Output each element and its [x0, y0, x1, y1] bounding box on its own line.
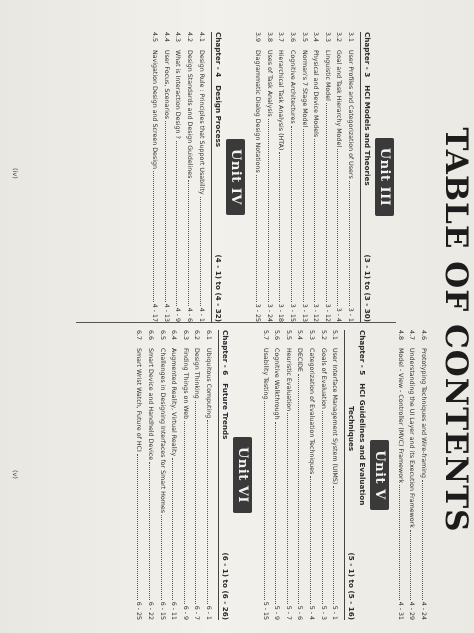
toc-entry [146, 330, 158, 620]
toc-entry [345, 32, 357, 322]
entry-number: 4.5 [151, 32, 159, 43]
entry-page: 4 - 9 [174, 307, 182, 322]
toc-entry [407, 330, 419, 620]
chapter-label: Chapter - 4 [213, 32, 223, 78]
toc-entry [318, 330, 330, 620]
entry-text: Smart Device and Handheld Device [147, 348, 155, 461]
entry-page: 6 - 7 [193, 605, 201, 620]
entry-text: Goals of Evaluation [319, 348, 327, 409]
dot-leader [310, 476, 318, 603]
toc-entry [184, 32, 196, 322]
dot-leader [264, 401, 272, 599]
chapter-label: Chapter - 5 [358, 330, 368, 376]
entry-page: 4 - 24 [420, 601, 427, 620]
unit-label: Unit IV [226, 139, 245, 215]
entry-page: 3 - 24 [265, 303, 273, 322]
entry-list [260, 330, 341, 620]
entry-page: 4 - 1 [197, 307, 205, 322]
dot-leader [149, 462, 157, 600]
entry-text: Understanding the UI Layer and its Execution Framework [408, 348, 416, 528]
dot-leader [303, 129, 311, 302]
entry-text: User Focus, Scenarios [162, 50, 170, 119]
toc-entry [260, 330, 272, 620]
entry-page: 4 - 29 [408, 601, 416, 620]
chapter-range: (3 - 1) to (3 - 30) [363, 254, 372, 322]
unit-banner [370, 330, 389, 620]
entry-text: Model - View - Controller (MVC) Framework [396, 348, 404, 484]
toc-entry [196, 32, 208, 322]
entry-number: 6.1 [205, 330, 213, 341]
toc-entry [276, 32, 288, 322]
toc-entry [418, 330, 430, 620]
entry-page: 4 - 17 [151, 303, 159, 322]
entry-text: Design Standards and Design Guidelines [186, 50, 194, 179]
dot-leader [314, 139, 322, 302]
entry-number: 4.7 [408, 330, 416, 341]
entry-text: Cognitive Walkthrough [273, 348, 281, 420]
entry-number: 3.3 [323, 32, 331, 43]
entry-page: 3 - 25 [254, 303, 262, 322]
chapter-title: HCI Guidelines and Evaluation [358, 383, 368, 506]
entry-number: 6.3 [181, 330, 189, 341]
entry-number: 5.7 [261, 330, 269, 341]
entry-text: User Profiles and Categorization of Users [347, 50, 354, 179]
entry-number: 4.6 [420, 330, 427, 341]
entry-text: Linguistic Model [323, 50, 331, 101]
toc-entry [334, 32, 346, 322]
toc-entry [272, 330, 284, 620]
dot-leader [200, 197, 208, 306]
entry-page: 6 - 22 [147, 601, 155, 620]
chapter-subheading [344, 330, 356, 620]
dot-leader [256, 175, 264, 302]
unit-label: Unit III [375, 138, 394, 217]
entry-page: 4 - 13 [162, 303, 170, 322]
column-divider [76, 322, 396, 323]
chapter-range: (4 - 1) to (4 - 32) [213, 254, 223, 322]
entry-number: 4.1 [197, 32, 205, 43]
dot-leader [333, 486, 341, 603]
entry-number: 3.2 [335, 32, 343, 43]
toc-entry [299, 32, 311, 322]
toc-entry [157, 330, 169, 620]
entry-number: 3.9 [254, 32, 262, 43]
entry-page: 5 - 1 [331, 605, 339, 620]
entry-page: 4 - 31 [396, 601, 404, 620]
entry-list [253, 32, 357, 322]
entry-text: Categorization of Evaluation Techniques [308, 348, 316, 475]
chapter-heading [218, 330, 230, 620]
page-title: TABLE OF CONTENTS [438, 127, 474, 533]
toc-entry [283, 330, 295, 620]
entry-text: Uses of Task Analysis [265, 50, 273, 117]
dot-leader [349, 181, 357, 306]
chapter-heading [356, 330, 367, 620]
entry-page: 3 - 1 [347, 307, 354, 322]
toc-entry [203, 330, 215, 620]
entry-number: 3.1 [347, 32, 354, 43]
entry-page: 5 - 7 [284, 605, 292, 620]
toc-entry [306, 330, 318, 620]
dot-leader [153, 171, 161, 302]
entry-text: Heuristic Evaluation [284, 348, 292, 412]
toc-entry [180, 330, 192, 620]
entry-text: Design Rule : Principles that Support Usability [197, 50, 205, 195]
page-number: (v) [11, 470, 19, 479]
entry-page: 5 - 4 [308, 605, 316, 620]
entry-text: Navigation Design and Screen Design [151, 50, 159, 169]
entry-number: 5.6 [273, 330, 281, 341]
dot-leader [172, 458, 180, 599]
entry-text: DECIDE [296, 348, 304, 372]
entry-page: 6 - 15 [158, 601, 166, 620]
entry-list [134, 330, 215, 620]
entry-page: 5 - 3 [319, 605, 327, 620]
dot-leader [287, 413, 295, 604]
entry-number: 6.4 [170, 330, 178, 341]
chapter-title: Future Trends [221, 383, 231, 440]
left-column [150, 32, 394, 322]
entry-number: 5.4 [296, 330, 304, 341]
toc-entry [322, 32, 334, 322]
dot-leader [291, 126, 299, 302]
toc-entry [161, 32, 173, 322]
unit-banner [226, 32, 245, 322]
entry-number: 6.7 [135, 330, 143, 341]
chapter-title: Design Process [213, 85, 223, 148]
entry-page: 6 - 25 [135, 601, 143, 620]
chapter-label: Chapter - 6 [221, 330, 231, 376]
entry-number: 3.7 [277, 32, 285, 43]
entry-text: Hierarchical Task Analysis (HTA) [277, 50, 285, 151]
chapter-title: HCI Models and Theories [363, 85, 372, 186]
page-number: (iv) [11, 168, 19, 179]
chapter-subtitle: Techniques [347, 406, 357, 452]
dot-leader [399, 485, 407, 599]
entry-number: 3.5 [300, 32, 308, 43]
entry-number: 4.3 [174, 32, 182, 43]
dot-leader [322, 411, 330, 604]
entry-page: 3 - 4 [335, 307, 343, 322]
entry-number: 3.4 [312, 32, 320, 43]
entry-text: Finding Things on Web [181, 348, 189, 420]
entry-text: Design Thinking [193, 348, 201, 399]
unit-banner [233, 330, 252, 620]
entry-page: 3 - 15 [289, 303, 297, 322]
unit-label: Unit V [370, 440, 389, 509]
entry-page: 6 - 1 [205, 605, 213, 620]
dot-leader [184, 421, 192, 604]
entry-page: 3 - 12 [323, 303, 331, 322]
toc-entry [192, 330, 204, 620]
dot-leader [207, 420, 215, 603]
entry-page: 5 - 6 [296, 605, 304, 620]
dot-leader [268, 119, 276, 302]
chapter-label: Chapter - 3 [363, 32, 372, 78]
unit-banner [375, 32, 394, 322]
toc-entry [134, 330, 146, 620]
entry-text: Ubiquitous Computing [205, 348, 213, 419]
toc-entry [311, 32, 323, 322]
entry-number: 4.2 [186, 32, 194, 43]
entry-page: 3 - 18 [277, 303, 285, 322]
toc-entry [173, 32, 185, 322]
entry-page: 5 - 9 [273, 605, 281, 620]
entry-page: 6 - 9 [181, 605, 189, 620]
dot-leader [326, 103, 334, 302]
toc-entry [395, 330, 407, 620]
entry-text: Goal and Task Hierarchy Model [335, 50, 343, 148]
entry-list [150, 32, 208, 322]
entry-text: User Interface Management System (UIMS) [331, 348, 339, 485]
toc-entry [150, 32, 162, 322]
dot-leader [188, 180, 196, 305]
entry-text: Physical and Device Models [312, 50, 320, 138]
entry-page: 4 - 6 [186, 307, 194, 322]
entry-page: 3 - 12 [312, 303, 320, 322]
entry-list [395, 330, 430, 620]
entry-number: 4.8 [396, 330, 404, 341]
entry-text: Challenges in Designing Interfaces for Smart Homes [158, 348, 166, 514]
entry-number: 5.3 [308, 330, 316, 341]
chapter-heading [211, 32, 223, 322]
entry-text: Diagrammatic Dialog Design Notations [254, 50, 262, 173]
entry-text: Norman's 7 Stage Model [300, 50, 308, 128]
entry-number: 5.2 [319, 330, 327, 341]
entry-number: 5.1 [331, 330, 339, 341]
toc-entry [330, 330, 342, 620]
dot-leader [195, 401, 203, 604]
entry-number: 5.5 [284, 330, 292, 341]
unit-label: Unit VI [233, 437, 252, 513]
dot-leader [298, 374, 306, 604]
dot-leader [275, 422, 283, 604]
dot-leader [422, 480, 430, 600]
entry-page: 6 - 11 [170, 601, 178, 620]
chapter-heading [360, 32, 372, 322]
right-column [134, 330, 430, 620]
entry-text: Cognitive Architectures [289, 50, 297, 124]
dot-leader [161, 515, 169, 600]
chapter-range: (6 - 1) to (6 - 26) [221, 552, 231, 620]
entry-number: 3.6 [289, 32, 297, 43]
dot-leader [165, 121, 173, 302]
toc-entry [295, 330, 307, 620]
entry-number: 4.4 [162, 32, 170, 43]
dot-leader [279, 152, 287, 301]
toc-entry [287, 32, 299, 322]
dot-leader [176, 141, 184, 306]
entry-text: Augmented Reality, Virtual Reality [170, 348, 178, 457]
entry-text: Smart Wrist Watch, Future of HCI [135, 348, 143, 452]
entry-number: 6.2 [193, 330, 201, 341]
entry-number: 6.5 [158, 330, 166, 341]
dot-leader [410, 530, 418, 600]
chapter-range: (5 - 1) to (5 - 16) [347, 552, 357, 620]
entry-page: 3 - 13 [300, 303, 308, 322]
entry-number: 6.6 [147, 330, 155, 341]
toc-entry [264, 32, 276, 322]
toc-entry [253, 32, 265, 322]
entry-page: 5 - 15 [261, 601, 269, 620]
toc-entry [169, 330, 181, 620]
dot-leader [337, 149, 345, 306]
entry-number: 3.8 [265, 32, 273, 43]
dot-leader [138, 454, 146, 600]
entry-text: Usability Testing [261, 348, 269, 400]
entry-text: What is Interaction Design ? [174, 50, 182, 139]
entry-text: Prototyping Techniques and Wire-framing [420, 348, 427, 479]
